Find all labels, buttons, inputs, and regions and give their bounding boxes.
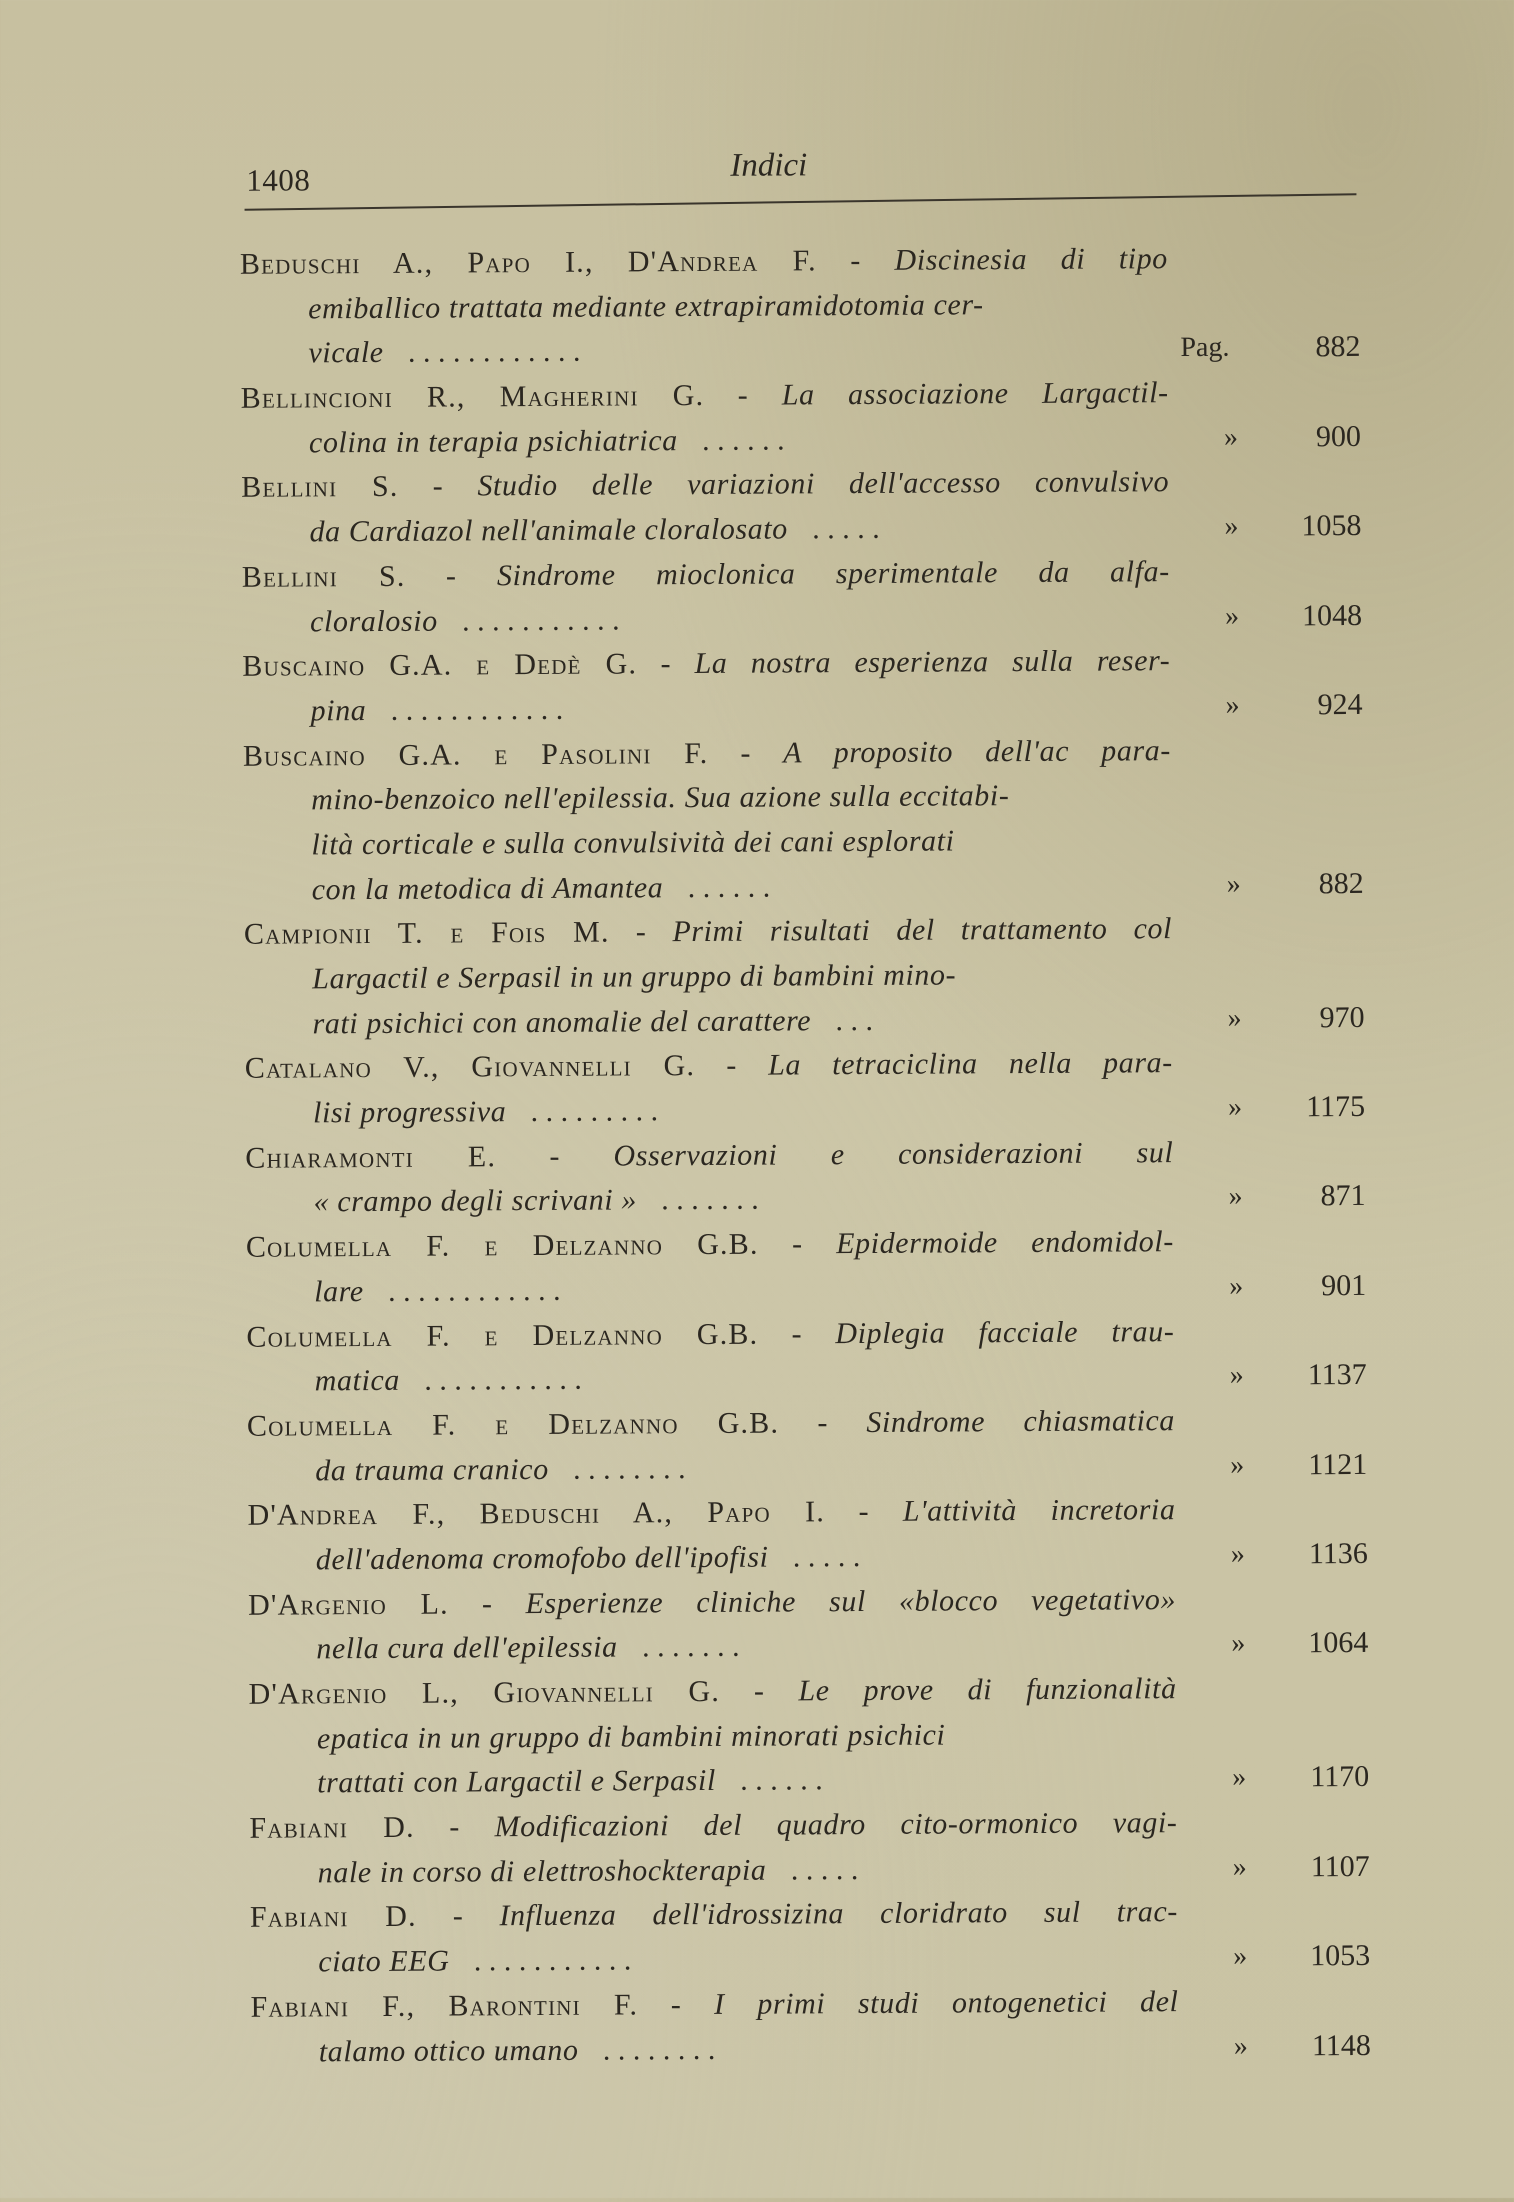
ditto-mark: » (1230, 1538, 1245, 1570)
entry-first-line (242, 549, 1362, 601)
entry-page-number: 1048 (1301, 598, 1363, 632)
dot-leaders: . . . . . . . . . . . (461, 602, 620, 637)
entry-title-text: lare (314, 1274, 364, 1309)
entry-page-number: 924 (1317, 687, 1363, 722)
entry-continuation-line (242, 683, 1362, 735)
entry-page-number: 1137 (1307, 1358, 1367, 1392)
dot-leaders: . . . . . (790, 1852, 859, 1887)
index-entry (243, 728, 1364, 914)
line-text (318, 1935, 1178, 1985)
entry-title-text: A proposito dell'ac para- (783, 733, 1171, 770)
entry-continuation-line (244, 951, 1364, 1003)
ditto-mark: » (1232, 1851, 1247, 1883)
ditto-mark: » (1232, 1762, 1247, 1794)
entry-page-number: 901 (1321, 1268, 1367, 1303)
entry-title-text: Sindrome mioclonica sperimentale da alfa- (496, 554, 1170, 593)
entry-title-text: Osservazioni e considerazioni sul (613, 1135, 1174, 1173)
entry-authors: Bellini S. (241, 470, 399, 505)
line-text (317, 1712, 1177, 1762)
line-text (313, 1086, 1173, 1136)
line-text (319, 2025, 1179, 2075)
ditto-mark: » (1229, 1270, 1244, 1302)
entry-first-line (241, 459, 1361, 511)
line-text (248, 1578, 1176, 1628)
index-entry (250, 1889, 1371, 1985)
line-text (309, 505, 1169, 555)
entry-first-line (245, 1040, 1365, 1092)
dash-separator: - (816, 243, 895, 278)
entry-continuation-line (240, 281, 1360, 333)
index-entry (246, 1308, 1367, 1404)
dot-leaders: . . . . . . . (641, 1630, 740, 1664)
ditto-mark: » (1233, 1940, 1248, 1972)
entry-title-text: da Cardiazol nell'animale cloralosato (309, 512, 788, 549)
entry-page-number: 1175 (1306, 1090, 1366, 1124)
index-entry (242, 638, 1363, 734)
dash-separator: - (609, 915, 673, 949)
entry-title-text: lità corticale e sulla convulsività dei cani esplorati (311, 824, 955, 862)
line-text (240, 237, 1168, 287)
entry-authors: Bellincioni R., Magherini G. (240, 379, 705, 415)
entry-continuation-line (249, 1755, 1369, 1807)
entry-continuation-line (244, 862, 1364, 914)
index-entry (246, 1219, 1367, 1315)
dash-separator: - (708, 736, 784, 770)
entry-title-text: dell'adenoma cromofobo dell'ipofisi (315, 1540, 769, 1577)
dot-leaders: . . . . . . . . (572, 1451, 686, 1486)
entry-authors: D'Andrea F., Beduschi A., Papo I. (247, 1495, 826, 1533)
line-text (311, 773, 1171, 823)
entry-authors: D'Argenio L., Giovannelli G. (248, 1674, 721, 1711)
ditto-mark: » (1228, 1181, 1243, 1213)
entry-authors: Fabiani D. (249, 1810, 415, 1845)
dash-separator: - (398, 469, 478, 504)
line-text (250, 1980, 1178, 2030)
entry-first-line (248, 1577, 1368, 1629)
dash-separator: - (638, 1987, 715, 2022)
entry-continuation-line (245, 1174, 1365, 1226)
line-text (248, 1667, 1176, 1717)
entry-title-text: Sindrome chiasmatica (866, 1403, 1176, 1439)
entry-first-line (247, 1398, 1367, 1450)
entry-continuation-line (248, 1621, 1368, 1673)
entry-continuation-line (240, 325, 1360, 377)
entry-title-text: epatica in un gruppo di bambini minorati psichici (316, 1718, 946, 1756)
entry-first-line (247, 1487, 1367, 1539)
entry-continuation-line (244, 996, 1364, 1048)
entry-title-text: trattati con Largactil e Serpasil (317, 1764, 716, 1800)
ditto-mark: » (1227, 1091, 1243, 1123)
entry-continuation-line (243, 817, 1363, 869)
entry-authors: Beduschi A., Papo I., D'Andrea F. (239, 244, 817, 281)
entry-title-text: talamo ottico umano (318, 2033, 579, 2068)
ditto-mark: » (1226, 868, 1241, 900)
section-title: Indici (730, 147, 808, 184)
entry-first-line (246, 1219, 1366, 1271)
entry-title-text: Studio delle variazioni dell'accesso convulsivo (477, 465, 1170, 503)
entry-title-text: Le prove di funzionalità (798, 1672, 1177, 1708)
line-text (318, 1846, 1178, 1896)
entry-continuation-line (250, 1845, 1370, 1897)
dash-separator: - (695, 1048, 769, 1083)
ditto-mark: » (1227, 1002, 1242, 1034)
line-text (315, 1354, 1175, 1404)
dot-leaders: . . . . . . . . . . . (473, 1943, 632, 1978)
entry-title-text: rati psichici con anomalie del carattere (312, 1004, 812, 1041)
entry-continuation-line (242, 593, 1362, 645)
entry-continuation-line (241, 504, 1361, 556)
line-text (245, 1131, 1173, 1181)
index-entry (245, 1130, 1366, 1226)
entry-continuation-line (251, 2023, 1371, 2075)
ditto-mark: » (1223, 421, 1239, 453)
entry-page-number: 1107 (1310, 1849, 1370, 1884)
line-text (246, 1310, 1174, 1360)
dot-leaders: . . . . . . (740, 1763, 823, 1798)
entry-title-text: nale in corso di elettroshockterapia (317, 1853, 767, 1890)
line-text (312, 997, 1172, 1047)
entry-continuation-line (243, 772, 1363, 824)
entry-title-text: colina in terapia psichiatrica (308, 423, 678, 460)
entry-page-number: 871 (1320, 1179, 1366, 1213)
dot-leaders: . . . . . . (687, 870, 771, 904)
entry-continuation-line (246, 1264, 1366, 1316)
entry-authors: Columella F. e Delzanno G.B. (245, 1227, 759, 1264)
index-entry (249, 1800, 1370, 1896)
line-text (242, 550, 1170, 600)
entry-title-text: da trauma cranico (315, 1452, 549, 1487)
entry-page-number: 1170 (1310, 1760, 1370, 1794)
line-text (250, 1891, 1178, 1941)
index-entry (240, 236, 1361, 377)
entry-title-text: pina (310, 693, 367, 728)
line-text (311, 818, 1171, 868)
index-entry (241, 370, 1362, 466)
line-text (245, 1041, 1173, 1091)
entry-page-number: 1121 (1308, 1447, 1368, 1481)
entry-authors: Campionii T. e Fois M. (243, 915, 610, 952)
entry-title-text: Diplegia facciale trau- (835, 1314, 1175, 1350)
dot-leaders: . . . . . (812, 512, 880, 546)
dot-leaders: . . . . . . . . . (530, 1094, 659, 1129)
entry-authors: Catalano V., Giovannelli G. (244, 1049, 696, 1086)
entry-title-text: Largactil e Serpasil in un gruppo di bambini mino- (312, 958, 957, 996)
line-text (308, 327, 1168, 377)
index-entry (244, 906, 1365, 1047)
ditto-mark: » (1224, 510, 1239, 542)
entry-page-number: 1053 (1310, 1939, 1371, 1973)
entry-authors: Fabiani D. (249, 1900, 417, 1935)
entry-title-text: vicale (308, 336, 384, 370)
entry-first-line (245, 1130, 1365, 1182)
ditto-mark: » (1224, 600, 1240, 632)
entry-page-number: 882 (1315, 330, 1361, 364)
entry-authors: Fabiani F., Barontini F. (250, 1988, 639, 2024)
entry-title-text: Primi risultati del trattamento col (672, 912, 1173, 949)
entry-title-text: con la metodica di Amantea (311, 870, 664, 906)
entry-title-text: La nostra esperienza sulla reser- (694, 644, 1171, 681)
entry-continuation-line (250, 1934, 1370, 1986)
dash-separator: - (704, 378, 782, 413)
line-text (315, 1444, 1175, 1494)
entry-title-text: nella cura dell'epilessia (316, 1630, 618, 1666)
dot-leaders: . . . . . . . . . . . . (387, 1273, 561, 1308)
running-head (244, 144, 1354, 201)
entry-authors: D'Argenio L. (247, 1587, 449, 1622)
line-text (309, 416, 1169, 466)
line-text (316, 1533, 1176, 1583)
entry-title-text: emiballico trattata mediante extrapiramidotomia cer- (308, 287, 984, 326)
dash-separator: - (416, 1899, 500, 1934)
entry-authors: Columella F. e Delzanno G.B. (246, 1406, 780, 1443)
index-entry (250, 1979, 1371, 2075)
dot-leaders: . . . . . . . . . . . . (390, 692, 564, 727)
entry-first-line (249, 1800, 1369, 1852)
line-text (312, 863, 1172, 913)
line-text (241, 371, 1169, 421)
line-text (241, 461, 1169, 511)
index-entry (241, 459, 1362, 555)
ditto-mark: » (1231, 1627, 1246, 1660)
entry-title-text: matica (314, 1364, 401, 1398)
dash-separator: - (637, 647, 695, 681)
entry-page-number: 1058 (1301, 509, 1362, 543)
entry-page-number: 900 (1315, 419, 1362, 453)
page-label: Pag. (1180, 332, 1230, 364)
line-text (316, 1622, 1176, 1672)
page-number: 1408 (246, 162, 311, 198)
entry-title-text: L'attività incretoria (902, 1493, 1176, 1529)
entry-page-number: 1064 (1308, 1626, 1369, 1660)
ditto-mark: » (1233, 2030, 1248, 2062)
entry-title-text: Influenza dell'idrossizina cloridrato sul trac- (499, 1895, 1179, 1933)
dash-separator: - (719, 1674, 799, 1708)
entry-page-number: 970 (1319, 1000, 1365, 1034)
index-entry (247, 1487, 1368, 1583)
entry-title-text: « crampo degli scrivani » (313, 1183, 638, 1219)
dash-separator: - (496, 1139, 614, 1173)
entry-title-text: La tetraciclina nella para- (768, 1046, 1173, 1082)
entry-authors: Buscaino G.A. e Dedè G. (242, 647, 638, 683)
dash-separator: - (758, 1316, 836, 1351)
index-entry (248, 1666, 1369, 1807)
entry-title-text: Esperienze cliniche sul «blocco vegetativo» (525, 1582, 1177, 1620)
line-text (317, 1756, 1177, 1806)
entry-first-line (250, 1979, 1370, 2031)
index-entry (242, 549, 1363, 645)
entry-title-text: Epidermoide endomidol- (836, 1225, 1174, 1261)
index-entry (247, 1398, 1368, 1494)
entry-page-number: 1148 (1311, 2028, 1371, 2062)
line-text (246, 1220, 1174, 1270)
entry-title-text: Discinesia di tipo (894, 242, 1168, 277)
entry-first-line (246, 1308, 1366, 1360)
ditto-mark: » (1230, 1449, 1245, 1481)
entry-title-text: lisi progressiva (312, 1095, 507, 1130)
line-text (314, 1265, 1174, 1315)
entry-first-line (250, 1889, 1370, 1941)
dot-leaders: . . . . . (792, 1539, 861, 1574)
entry-first-line (243, 728, 1363, 780)
ditto-mark: » (1229, 1359, 1244, 1391)
entry-continuation-line (249, 1711, 1369, 1763)
entry-continuation-line (241, 415, 1361, 467)
entry-authors: Bellini S. (241, 559, 406, 594)
entry-title-text: Modificazioni del quadro cito-ormonico vagi- (494, 1806, 1178, 1844)
dot-leaders: . . . . . . . . (602, 2032, 716, 2067)
entry-title-text: La associazione Largactil- (781, 376, 1169, 412)
line-text (247, 1488, 1175, 1538)
entry-first-line (241, 370, 1361, 422)
line-text (310, 684, 1170, 734)
line-text (249, 1801, 1177, 1851)
dot-leaders: . . . . . . (701, 423, 785, 457)
line-text (310, 595, 1170, 645)
line-text (242, 639, 1170, 689)
dot-leaders: . . . . . . . (661, 1183, 759, 1217)
entry-title-text: ciato EEG (318, 1944, 450, 1979)
entry-authors: Chiaramonti E. (245, 1139, 497, 1175)
dot-leaders: . . . . . . . . . . . (424, 1362, 582, 1397)
entry-title-text: I primi studi ontogenetici del (713, 1984, 1179, 2021)
entry-continuation-line (247, 1353, 1367, 1405)
entry-first-line (240, 236, 1360, 288)
line-text (313, 1176, 1173, 1226)
entry-first-line (248, 1666, 1368, 1718)
line-text (243, 729, 1171, 779)
line-text (308, 282, 1168, 332)
entry-first-line (242, 638, 1362, 690)
entry-authors: Columella F. e Delzanno G.B. (246, 1317, 759, 1354)
line-text (312, 952, 1172, 1002)
dash-separator: - (824, 1495, 903, 1529)
ditto-mark: » (1225, 689, 1240, 721)
line-text (244, 907, 1172, 957)
line-text (247, 1399, 1175, 1449)
index-entries (240, 236, 1371, 2075)
entry-page-number: 882 (1318, 866, 1364, 900)
index-entry (245, 1040, 1366, 1136)
dot-leaders: . . . . . . . . . . . . (407, 335, 581, 370)
entry-continuation-line (247, 1442, 1367, 1494)
entry-first-line (244, 906, 1364, 958)
entry-page-number: 1136 (1308, 1536, 1368, 1571)
dash-separator: - (405, 559, 498, 593)
dash-separator: - (779, 1405, 867, 1440)
entry-title-text: cloralosio (309, 604, 438, 638)
entry-continuation-line (248, 1532, 1368, 1584)
entry-authors: Buscaino G.A. e Pasolini F. (242, 736, 709, 773)
dash-separator: - (414, 1810, 495, 1844)
entry-continuation-line (245, 1085, 1365, 1137)
dot-leaders: . . . (835, 1003, 874, 1037)
dash-separator: - (448, 1586, 526, 1621)
index-entry (248, 1577, 1369, 1673)
dash-separator: - (758, 1227, 837, 1261)
entry-title-text: mino-benzoico nell'epilessia. Sua azione sulla eccitabi- (311, 779, 1010, 817)
